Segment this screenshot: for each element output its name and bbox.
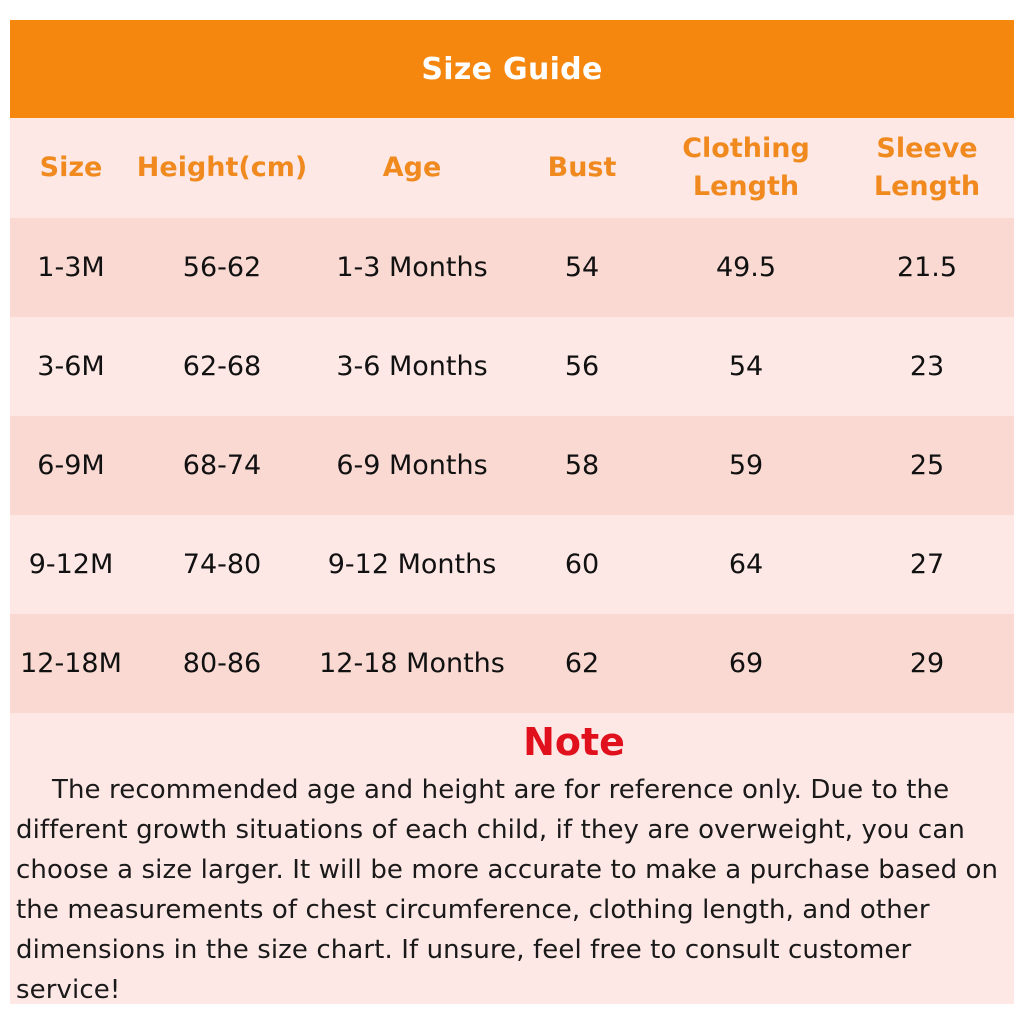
cell-height: 68-74 xyxy=(182,450,262,481)
table-row xyxy=(10,515,1014,614)
note-text: The recommended age and height are for reference only. Due to the different growth situations of each child, if they are overweight, you can choose a size larger. It will be more accurate to make a purchase based on the measurements of chest circumference, clothing length, and other dimensions in the size chart. If unsure, feel free to consult customer service! xyxy=(16,775,999,1005)
cell-size: 9-12M xyxy=(28,549,114,580)
cell-clothing-length: 49.5 xyxy=(715,252,777,283)
cell-height: 74-80 xyxy=(182,549,262,580)
cell-sleeve-length: 23 xyxy=(909,351,945,382)
cell-height: 56-62 xyxy=(182,252,262,283)
cell-size: 3-6M xyxy=(37,351,105,382)
cell-age: 12-18 Months xyxy=(319,648,505,679)
table-row xyxy=(10,218,1014,317)
size-guide-title: Size Guide xyxy=(421,51,603,87)
header-height: Height(cm) xyxy=(136,152,308,183)
cell-bust: 62 xyxy=(564,648,600,679)
cell-height: 62-68 xyxy=(182,351,262,382)
cell-height: 80-86 xyxy=(182,648,262,679)
header-age: Age xyxy=(382,152,442,183)
cell-clothing-length: 64 xyxy=(728,549,764,580)
cell-clothing-length: 54 xyxy=(728,351,764,382)
cell-age: 6-9 Months xyxy=(336,450,488,481)
table-row xyxy=(10,317,1014,416)
title-bar xyxy=(10,20,1014,118)
cell-clothing-length: 59 xyxy=(728,450,764,481)
cell-size: 1-3M xyxy=(37,252,105,283)
table-header-row xyxy=(10,118,1014,218)
cell-age: 9-12 Months xyxy=(327,549,497,580)
cell-bust: 56 xyxy=(564,351,600,382)
size-table xyxy=(10,118,1014,713)
cell-age: 1-3 Months xyxy=(336,252,488,283)
table-row xyxy=(10,614,1014,713)
cell-age: 3-6 Months xyxy=(336,351,488,382)
cell-sleeve-length: 29 xyxy=(909,648,945,679)
cell-sleeve-length: 27 xyxy=(909,549,945,580)
cell-size: 12-18M xyxy=(20,648,122,679)
cell-bust: 54 xyxy=(564,252,600,283)
cell-clothing-length: 69 xyxy=(728,648,764,679)
cell-sleeve-length: 25 xyxy=(909,450,945,481)
header-bust: Bust xyxy=(547,152,617,183)
size-guide-card xyxy=(10,20,1014,1004)
cell-size: 6-9M xyxy=(37,450,105,481)
table-row xyxy=(10,416,1014,515)
cell-sleeve-length: 21.5 xyxy=(896,252,958,283)
header-size: Size xyxy=(39,152,103,183)
cell-bust: 60 xyxy=(564,549,600,580)
note-title: Note xyxy=(523,720,625,764)
cell-bust: 58 xyxy=(564,450,600,481)
header-clothing-length: Clothing Length xyxy=(682,133,810,202)
header-sleeve-length: Sleeve Length xyxy=(873,133,981,202)
